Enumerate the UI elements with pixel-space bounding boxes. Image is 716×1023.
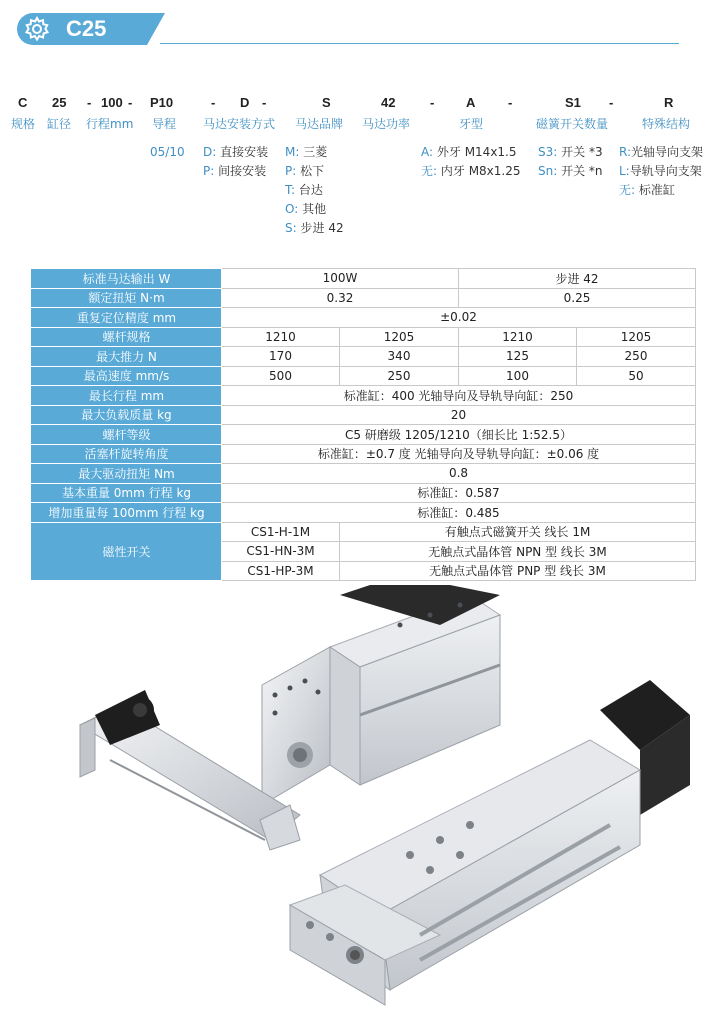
code-part: A [466, 95, 476, 110]
code-label: 马达品牌 [295, 117, 344, 131]
table-row [32, 464, 696, 484]
row-header: 重复定位精度 mm [32, 308, 222, 328]
table-cell: 100 [459, 366, 577, 386]
code-label: 缸径 [47, 117, 72, 131]
table-cell: 标准缸：0.485 [222, 503, 696, 523]
table-row [32, 405, 696, 425]
table-row [32, 503, 696, 523]
code-part: - [430, 95, 435, 110]
code-label: 马达功率 [362, 117, 411, 131]
table-cell: 有触点式磁簧开关 线长 1M [340, 522, 696, 542]
code-part: 42 [381, 95, 396, 110]
code-label: 特殊结构 [642, 117, 691, 131]
table-cell: 500 [222, 366, 340, 386]
code-part: - [508, 95, 513, 110]
code-label: 马达安装方式 [203, 117, 276, 131]
code-part: - [211, 95, 216, 110]
row-header: 活塞杆旋转角度 [32, 444, 222, 464]
table-cell: CS1-H-1M [222, 522, 340, 542]
table-row [32, 522, 696, 542]
thread-options: A: 外牙 M14x1.5 无: 内牙 M8x1.25 [421, 145, 521, 178]
table-cell: 1210 [459, 327, 577, 347]
table-cell: 125 [459, 347, 577, 367]
table-row [32, 269, 696, 289]
table-cell: 标准缸：0.587 [222, 483, 696, 503]
code-part: 100 [101, 95, 123, 110]
table-row [32, 444, 696, 464]
row-header: 螺杆规格 [32, 327, 222, 347]
row-header: 最大驱动扭矩 Nm [32, 464, 222, 484]
table-row [32, 425, 696, 445]
table-cell: 无触点式晶体管 PNP 型 线长 3M [340, 561, 696, 581]
table-row [32, 366, 696, 386]
table-cell: 100W [222, 269, 459, 289]
lead-options: 05/10 [150, 145, 185, 159]
code-part: - [609, 95, 614, 110]
table-cell: 250 [340, 366, 459, 386]
table-cell: 0.8 [222, 464, 696, 484]
table-row [32, 483, 696, 503]
table-cell: 无触点式晶体管 NPN 型 线长 3M [340, 542, 696, 562]
table-cell: 50 [577, 366, 696, 386]
code-part: - [87, 95, 92, 110]
row-header: 磁性开关 [32, 522, 222, 581]
table-cell: C5 研磨级 1205/1210（细长比 1:52.5） [222, 425, 696, 445]
code-label: 规格 [11, 117, 36, 131]
table-row [32, 386, 696, 406]
table-cell: 标准缸：400 光轴导向及导轨导向缸：250 [222, 386, 696, 406]
code-part: - [128, 95, 133, 110]
table-cell: 250 [577, 347, 696, 367]
table-row [32, 327, 696, 347]
gear-icon [24, 16, 50, 42]
table-cell: CS1-HP-3M [222, 561, 340, 581]
table-cell: 0.25 [459, 288, 696, 308]
table-cell: 标准缸：±0.7 度 光轴导向及导轨导向缸：±0.06 度 [222, 444, 696, 464]
product-photos [0, 585, 716, 1023]
table-cell: 0.32 [222, 288, 459, 308]
code-part: S [322, 95, 331, 110]
special-options: R:光轴导向支架 L:导轨导向支架 无: 标准缸 [619, 145, 704, 197]
code-label: 导程 [152, 117, 177, 131]
table-row [32, 347, 696, 367]
switch-options: S3: 开关 *3 Sn: 开关 *n [538, 145, 603, 178]
table-cell: 20 [222, 405, 696, 425]
table-cell: 步进 42 [459, 269, 696, 289]
code-part: D [240, 95, 250, 110]
table-cell: 1205 [340, 327, 459, 347]
table-cell: CS1-HN-3M [222, 542, 340, 562]
row-header: 基本重量 0mm 行程 kg [32, 483, 222, 503]
header-divider [160, 43, 679, 44]
table-cell: 170 [222, 347, 340, 367]
code-part: P10 [150, 95, 174, 110]
row-header: 最大推力 N [32, 347, 222, 367]
brand-options: M: 三菱 P: 松下 T: 台达 O: 其他 S: 步进 42 [285, 145, 344, 235]
table-row [32, 308, 696, 328]
code-label: 行程mm [86, 117, 134, 131]
row-header: 额定扭矩 N·m [32, 288, 222, 308]
row-header: 增加重量每 100mm 行程 kg [32, 503, 222, 523]
code-part: C [18, 95, 28, 110]
code-label: 牙型 [459, 117, 484, 131]
table-cell: 340 [340, 347, 459, 367]
table-cell: ±0.02 [222, 308, 696, 328]
row-header: 螺杆等级 [32, 425, 222, 445]
actuator-photo-top [262, 585, 500, 805]
mount-options: D: 直接安装 P: 间接安装 [203, 145, 269, 178]
title-badge-tail [147, 13, 165, 45]
table-row [32, 288, 696, 308]
table-cell: 1205 [577, 327, 696, 347]
spec-table [31, 268, 696, 581]
code-part: S1 [565, 95, 581, 110]
code-label: 磁簧开关数量 [536, 117, 609, 131]
row-header: 最长行程 mm [32, 386, 222, 406]
code-part: - [262, 95, 267, 110]
row-header: 最大负载质量 kg [32, 405, 222, 425]
page-title: C25 [66, 16, 107, 41]
table-cell: 1210 [222, 327, 340, 347]
code-part: R [664, 95, 674, 110]
row-header: 最高速度 mm/s [32, 366, 222, 386]
code-part: 25 [52, 95, 67, 110]
row-header: 标准马达输出 W [32, 269, 222, 289]
